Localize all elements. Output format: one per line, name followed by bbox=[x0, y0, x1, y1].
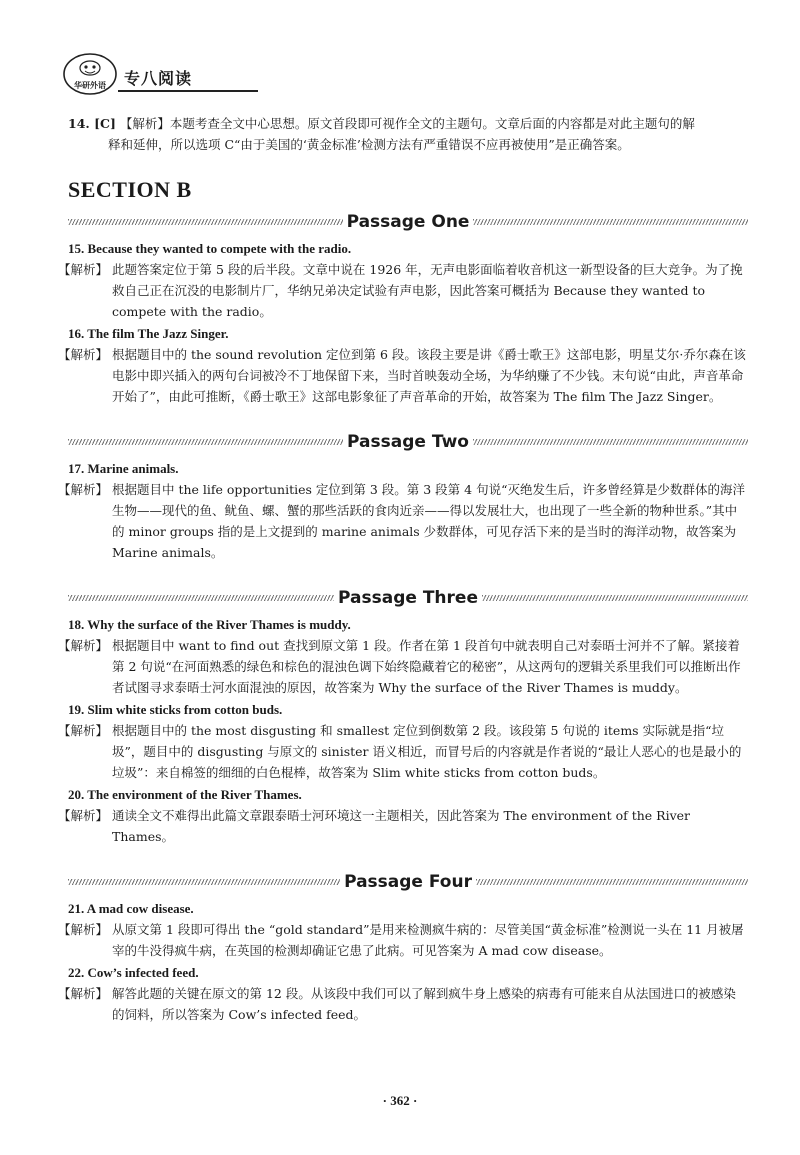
explanation-text: 此题答案定位于第 5 段的后半段。文章中说在 1926 年，无声电影面临着收音机这一新型设备的巨大竞争。为了挽救自己正在沉没的电影制片厂，华纳兄弟决定试验有声电影，因此答案可概括为 Because they wanted to compete with the radio。 bbox=[112, 262, 743, 319]
explanation-tag: 【解析】 bbox=[58, 986, 109, 1001]
question-item bbox=[58, 459, 748, 563]
section-title: SECTION B bbox=[68, 177, 192, 202]
explanation bbox=[58, 720, 748, 783]
explanation-text: 根据题目中 the life opportunities 定位到第 3 段。第 3 段第 4 句说“灭绝发生后，许多曾经算是少数群体的海洋生物——现代的鱼、鱿鱼、螺、蟹的那些活跃的食肉近亲——得以发展壮大，也出现了一些全新的物种世系。”其中的 minor groups 指的是上文提到的 marine animals 少数群体，可见存活下来的是当时的海洋动物，故答案为 Marine animals。 bbox=[112, 482, 745, 560]
passage-title: Passage Two bbox=[347, 432, 469, 452]
passage-rule-right bbox=[476, 879, 748, 885]
header-title: 专八阅读 bbox=[124, 69, 193, 88]
explanation bbox=[58, 635, 748, 698]
passage-rule-left bbox=[68, 879, 340, 885]
question-14-tag: 【解析】 bbox=[119, 116, 170, 131]
explanation-text: 从原文第 1 段即可得出 the “gold standard”是用来检测疯牛病的：尽管美国“黄金标准”检测说一头在 11 月被屠宰的牛没得疯牛病，在英国的检测却确证它患了此病。可见答案为 A mad cow disease。 bbox=[112, 922, 744, 958]
passage-header bbox=[68, 207, 748, 237]
passage-gap bbox=[68, 563, 748, 579]
question-answer: 18. Why the surface of the River Thames is muddy. bbox=[68, 617, 351, 632]
page-content bbox=[58, 113, 748, 1025]
explanation-tag: 【解析】 bbox=[58, 482, 109, 497]
explanation-text: 根据题目中的 the most disgusting 和 smallest 定位到倒数第 2 段。该段第 5 句说的 items 实际就是指“垃圾”，题目中的 disgusting 与原文的 sinister 语义相近，而冒号后的内容就是作者说的“最让人恶心的也是最小的垃圾”：来自棉签的细细的白色棍棒，故答案为 Slim white sticks from cotton buds。 bbox=[112, 723, 742, 780]
passage-title: Passage Four bbox=[344, 872, 472, 892]
explanation-tag: 【解析】 bbox=[58, 347, 109, 362]
question-14-text-2: 释和延伸，所以选项 C“由于美国的‘黄金标准’检测方法有严重错误不应再被使用”是正确答案。 bbox=[108, 137, 630, 152]
page-header bbox=[62, 52, 302, 98]
passages-container bbox=[58, 207, 748, 1025]
explanation bbox=[58, 805, 748, 847]
logo-text: 华研外语 bbox=[74, 81, 106, 90]
question-answer: 17. Marine animals. bbox=[68, 461, 179, 476]
explanation-text: 通读全文不难得出此篇文章跟泰晤士河环境这一主题相关，因此答案为 The environment of the River Thames。 bbox=[112, 808, 691, 844]
passage-header bbox=[68, 583, 748, 613]
passage-rule-left bbox=[68, 219, 343, 225]
question-answer: 16. The film The Jazz Singer. bbox=[68, 326, 229, 341]
question-item bbox=[58, 963, 748, 1025]
explanation-text: 根据题目中 want to find out 查找到原文第 1 段。作者在第 1 段首句中就表明自己对泰晤士河并不了解。紧接着第 2 句说“在河面熟悉的绿色和棕色的混浊色调下始终隐藏着它的秘密”，从这两句的逻辑关系里我们可以推断出作者试图寻求泰晤士河水面混浊的原因，故答案为 Why the surface of the River Thames is muddy。 bbox=[112, 638, 741, 695]
passage-rule-right bbox=[473, 219, 748, 225]
passage-title: Passage One bbox=[346, 212, 470, 232]
explanation bbox=[58, 344, 748, 407]
explanation bbox=[58, 983, 748, 1025]
question-item bbox=[58, 700, 748, 783]
question-item bbox=[58, 899, 748, 961]
huayan-logo bbox=[62, 52, 118, 96]
question-answer: 21. A mad cow disease. bbox=[68, 901, 194, 916]
passage-title: Passage Three bbox=[338, 588, 478, 608]
explanation bbox=[58, 479, 748, 563]
passage-rule-left bbox=[68, 595, 334, 601]
question-item bbox=[58, 239, 748, 322]
explanation bbox=[58, 259, 748, 322]
question-item bbox=[58, 615, 748, 698]
passage-header bbox=[68, 867, 748, 897]
header-underline bbox=[118, 90, 258, 92]
explanation-tag: 【解析】 bbox=[58, 262, 109, 277]
explanation-tag: 【解析】 bbox=[58, 808, 109, 823]
passage-rule-right bbox=[482, 595, 748, 601]
question-14-text-1: 本题考查全文中心思想。原文首段即可视作全文的主题句。文章后面的内容都是对此主题句的解 bbox=[169, 116, 695, 131]
question-answer: 22. Cow’s infected feed. bbox=[68, 965, 199, 980]
explanation-tag: 【解析】 bbox=[58, 638, 109, 653]
explanation-text: 解答此题的关键在原文的第 12 段。从该段中我们可以了解到疯牛身上感染的病毒有可能来自从法国进口的被感染的饲料，所以答案为 Cow’s infected feed。 bbox=[112, 986, 736, 1022]
explanation bbox=[58, 919, 748, 961]
question-14-block bbox=[68, 113, 748, 155]
explanation-tag: 【解析】 bbox=[58, 922, 109, 937]
explanation-text: 根据题目中的 the sound revolution 定位到第 6 段。该段主要是讲《爵士歌王》这部电影，明星艾尔·乔尔森在该电影中即兴插入的两句台词被冷不丁地保留下来，当时首映轰动全场，为华纳赚了不少钱。末句说“由此，声音革命开始了”，由此可推断，《爵士歌王》这部电影象征了声音革命的开始，故答案为 The film The Jazz Singer。 bbox=[112, 347, 746, 404]
passage-gap bbox=[68, 847, 748, 863]
passage-rule-right bbox=[473, 439, 748, 445]
question-14-number: 14. [C] bbox=[68, 116, 116, 131]
page-number: · 362 · bbox=[382, 1093, 418, 1108]
explanation-tag: 【解析】 bbox=[58, 723, 109, 738]
question-answer: 20. The environment of the River Thames. bbox=[68, 787, 302, 802]
passage-rule-left bbox=[68, 439, 343, 445]
question-item bbox=[58, 324, 748, 407]
passage-gap bbox=[68, 407, 748, 423]
question-answer: 19. Slim white sticks from cotton buds. bbox=[68, 702, 283, 717]
passage-header bbox=[68, 427, 748, 457]
question-answer: 15. Because they wanted to compete with the radio. bbox=[68, 241, 352, 256]
question-item bbox=[58, 785, 748, 847]
